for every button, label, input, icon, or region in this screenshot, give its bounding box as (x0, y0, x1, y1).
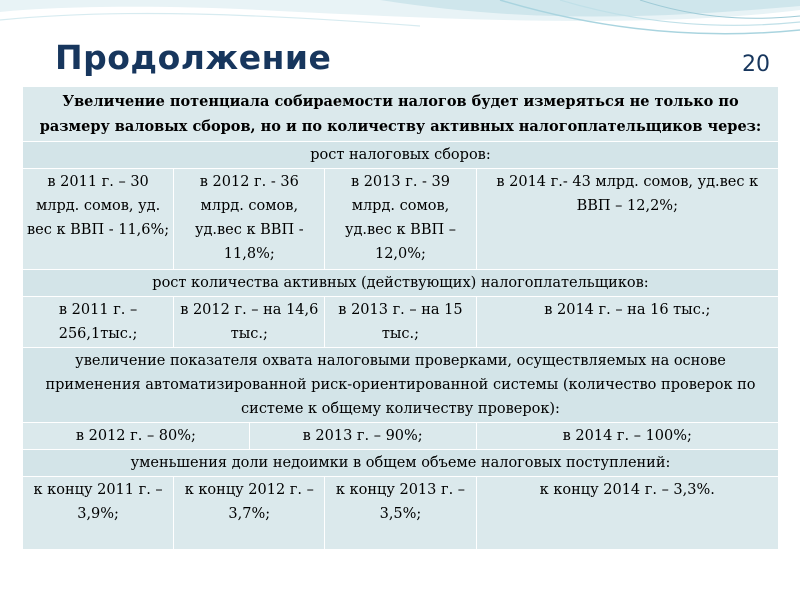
section-heading-row (23, 142, 779, 169)
section-heading-row (23, 348, 779, 423)
table-row (23, 169, 779, 270)
section-heading-row (23, 270, 779, 297)
table-cell: в 2014 г.- 43 млрд. сомов, уд.вес к ВВП – 12,2%; (476, 169, 778, 270)
table-cell: к концу 2013 г. – 3,5%; (325, 477, 476, 550)
table-cell: в 2012 г. – на 14,6 тыс.; (174, 297, 325, 348)
table-cell: к концу 2011 г. – 3,9%; (23, 477, 174, 550)
table-row (23, 297, 779, 348)
table-cell: в 2012 г. - 36 млрд. сомов, уд.вес к ВВП - 11,8%; (174, 169, 325, 270)
section-heading-row (23, 450, 779, 477)
table-row (23, 477, 779, 550)
table-cell: в 2013 г. – 90%; (249, 423, 476, 450)
section-heading: рост количества активных (действующих) налогоплательщиков: (23, 270, 779, 297)
table-cell: в 2012 г. – 80%; (23, 423, 250, 450)
table-cell: в 2014 г. – на 16 тыс.; (476, 297, 778, 348)
table-cell: к концу 2014 г. – 3,3%. (476, 477, 778, 550)
intro-text: Увеличение потенциала собираемости налогов будет измеряться не только по размеру валовых сборов, но и по количеству активных налогоплательщиков через: (23, 87, 779, 142)
table-cell: в 2014 г. – 100%; (476, 423, 778, 450)
table-cell: в 2013 г. – на 15 тыс.; (325, 297, 476, 348)
slide-title: Продолжение (55, 38, 332, 77)
table-cell: в 2011 г. – 256,1тыс.; (23, 297, 174, 348)
table-cell: в 2011 г. – 30 млрд. сомов, уд. вес к ВВП - 11,6%; (23, 169, 174, 270)
section-heading: увеличение показателя охвата налоговыми проверками, осуществляемых на основе применения автоматизированной риск-ориентированной системы (количество проверок по системе к общему количеству проверок): (23, 348, 779, 423)
measures-table (22, 86, 779, 550)
intro-row (23, 87, 779, 142)
slide-number: 20 (742, 52, 770, 77)
section-heading: уменьшения доли недоимки в общем объеме налоговых поступлений: (23, 450, 779, 477)
table-row (23, 423, 779, 450)
table-cell: к концу 2012 г. – 3,7%; (174, 477, 325, 550)
section-heading: рост налоговых сборов: (23, 142, 779, 169)
table-cell: в 2013 г. - 39 млрд. сомов, уд.вес к ВВП – 12,0%; (325, 169, 476, 270)
